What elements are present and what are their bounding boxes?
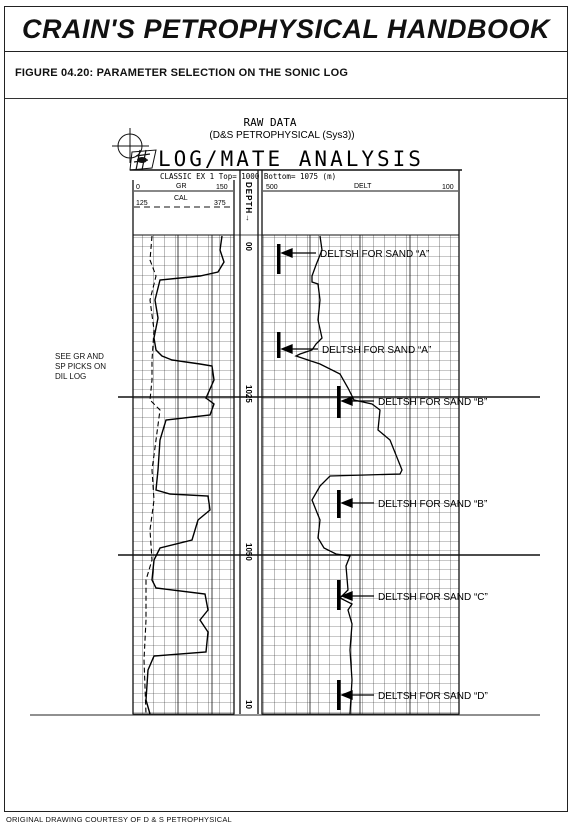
annotation-sand-a-1: DELTSH FOR SAND “A” (320, 249, 430, 260)
drawing-credit: ORIGINAL DRAWING COURTESY OF D & S PETROPHYSICAL (6, 815, 232, 824)
raw-data-line: RAW DATA (243, 116, 297, 129)
delt-scale-max: 100 (442, 184, 454, 191)
logmate-logo-icon (130, 150, 156, 170)
figure-caption: FIGURE 04.20: PARAMETER SELECTION ON THE SONIC LOG (15, 67, 349, 79)
logmate-title: LOG/MATE ANALYSIS (158, 147, 424, 171)
annotation-sand-b-2: DELTSH FOR SAND “B” (378, 499, 488, 510)
depth-label-1025: 1025 (244, 385, 253, 403)
depth-label-bottom: 10 (244, 700, 253, 709)
header-subline: CLASSIC EX 1 Top= 1000 Bottom= 1075 (m) (160, 172, 337, 181)
annotation-sand-d: DELTSH FOR SAND “D” (378, 691, 488, 702)
gr-curve-label: GR (176, 183, 187, 190)
side-note: SEE GR AND SP PICKS ON DIL LOG (55, 352, 106, 381)
annotation-sand-c: DELTSH FOR SAND “C” (378, 592, 488, 603)
gr-scale-min: 0 (136, 184, 140, 191)
depth-label-1050: 1050 (244, 543, 253, 561)
handbook-title: CRAIN'S PETROPHYSICAL HANDBOOK (5, 7, 567, 52)
cal-scale-max: 375 (214, 200, 226, 207)
depth-label-top: 00 (244, 242, 253, 251)
gr-scale-max: 150 (216, 184, 228, 191)
delt-curve-label: DELT (354, 183, 372, 190)
cal-scale-min: 125 (136, 200, 148, 207)
annotation-sand-b-1: DELTSH FOR SAND “B” (378, 397, 488, 408)
annotation-sand-a-2: DELTSH FOR SAND “A” (322, 345, 432, 356)
source-line: (D&S PETROPHYSICAL (Sys3)) (209, 130, 355, 141)
depth-axis-label: DEPTH→ (244, 182, 253, 224)
delt-scale-min: 500 (266, 184, 278, 191)
track1-grid (133, 235, 234, 714)
cal-curve-label: CAL (174, 195, 188, 202)
